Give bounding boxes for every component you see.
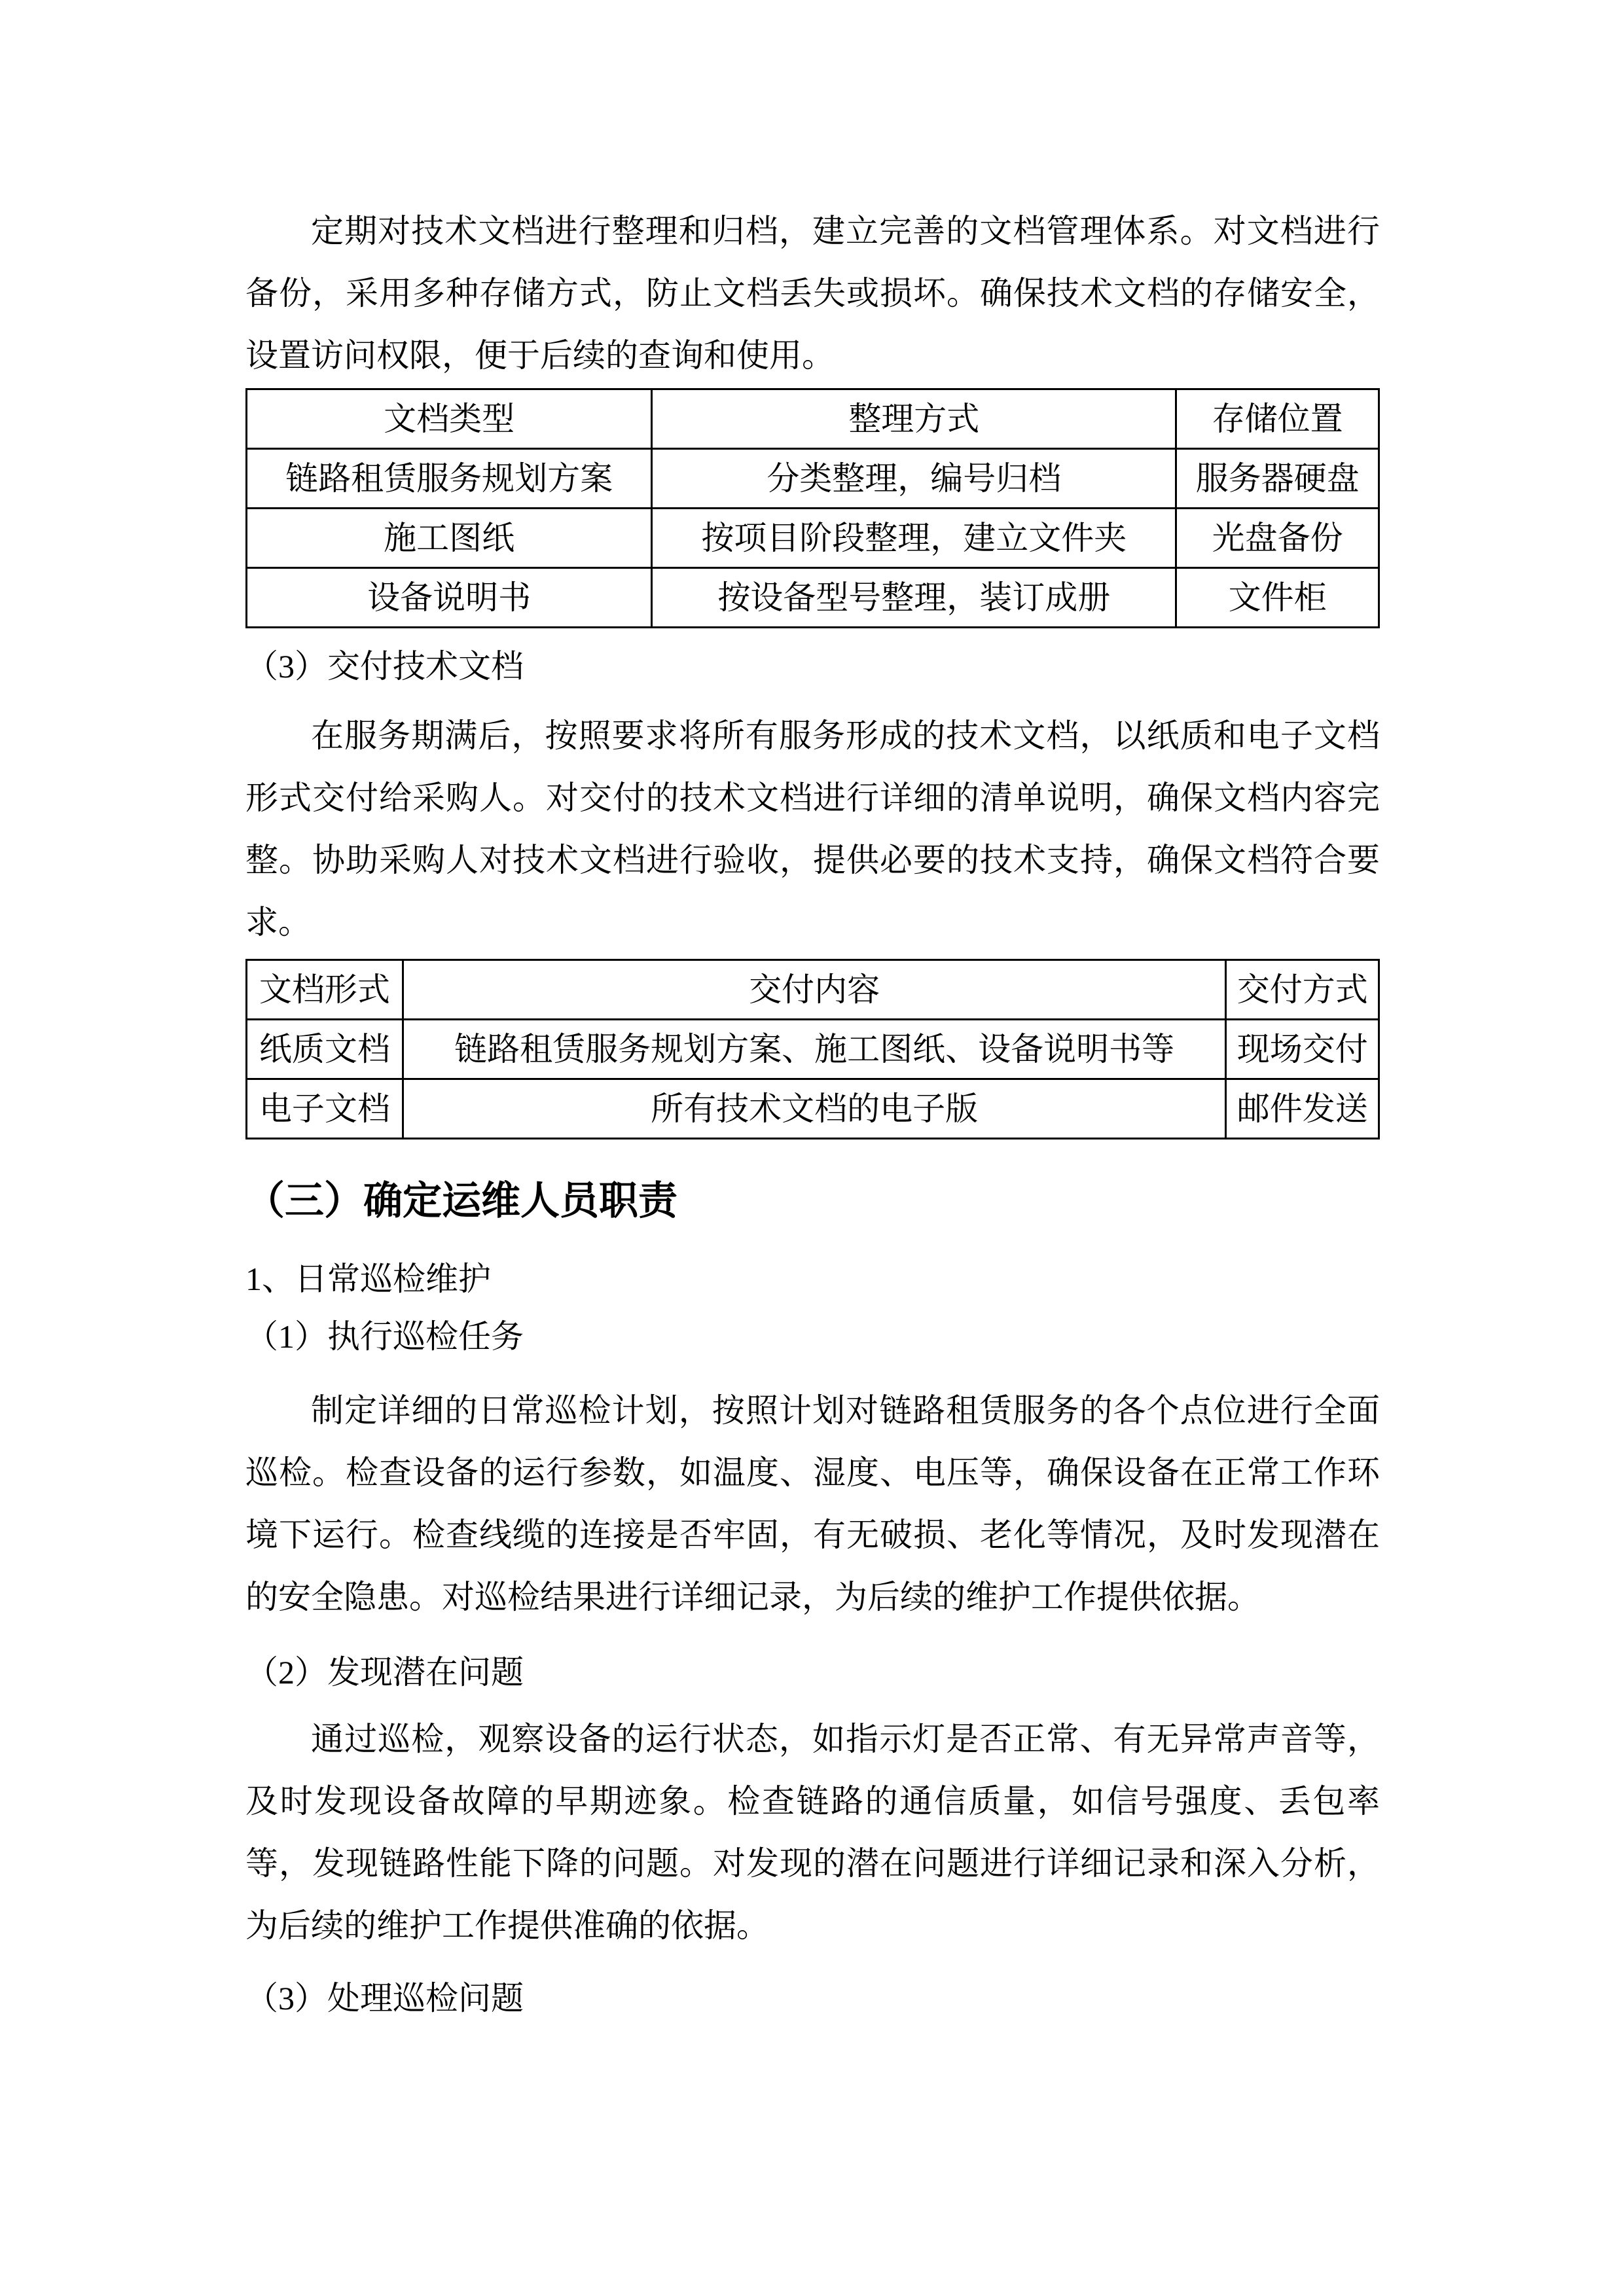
archive-table xyxy=(245,388,1380,628)
paragraph-inspection-plan: 制定详细的日常巡检计划，按照计划对链路租赁服务的各个点位进行全面巡检。检查设备的运行参数，如温度、湿度、电压等，确保设备在正常工作环境下运行。检查线缆的连接是否牢固，有无破损、老化等情况，及时发现潜在的安全隐患。对巡检结果进行详细记录，为后续的维护工作提供依据。 xyxy=(245,1392,1380,1615)
table-header-row xyxy=(247,389,1379,449)
table-cell: 现场交付 xyxy=(1226,1020,1379,1079)
column-header-organize-method: 整理方式 xyxy=(652,389,1176,449)
table-cell: 按项目阶段整理，建立文件夹 xyxy=(652,509,1176,568)
table-cell: 按设备型号整理，装订成册 xyxy=(652,568,1176,628)
paragraph-archive: 定期对技术文档进行整理和归档，建立完善的文档管理体系。对文档进行备份，采用多种存储方式，防止文档丢失或损坏。确保技术文档的存储安全，设置访问权限，便于后续的查询和使用。 xyxy=(245,213,1380,374)
table-cell: 纸质文档 xyxy=(247,1020,403,1079)
table-cell: 设备说明书 xyxy=(247,568,652,628)
heading-execute-inspection-task: （1）执行巡检任务 xyxy=(245,1318,524,1355)
column-header-storage-location: 存储位置 xyxy=(1176,389,1379,449)
table-cell: 文件柜 xyxy=(1176,568,1379,628)
delivery-table xyxy=(245,959,1380,1139)
table-cell: 分类整理，编号归档 xyxy=(652,449,1176,509)
table-cell: 链路租赁服务规划方案 xyxy=(247,449,652,509)
heading-discover-potential-issues: （2）发现潜在问题 xyxy=(245,1654,524,1691)
heading-deliver-docs: （3）交付技术文档 xyxy=(245,648,524,685)
paragraph-delivery: 在服务期满后，按照要求将所有服务形成的技术文档，以纸质和电子文档形式交付给采购人。对交付的技术文档进行详细的清单说明，确保文档内容完整。协助采购人对技术文档进行验收，提供必要的技术支持，确保文档符合要求。 xyxy=(245,717,1380,941)
heading-daily-inspection-maintenance: 1、日常巡检维护 xyxy=(245,1261,491,1297)
column-header-doc-type: 文档类型 xyxy=(247,389,652,449)
table-cell: 所有技术文档的电子版 xyxy=(403,1079,1226,1139)
table-cell: 邮件发送 xyxy=(1226,1079,1379,1139)
table-cell: 光盘备份 xyxy=(1176,509,1379,568)
column-header-delivery-content: 交付内容 xyxy=(403,960,1226,1020)
paragraph-observe-status: 通过巡检，观察设备的运行状态，如指示灯是否正常、有无异常声音等，及时发现设备故障的早期迹象。检查链路的通信质量，如信号强度、丢包率等，发现链路性能下降的问题。对发现的潜在问题进行详细记录和深入分析，为后续的维护工作提供准确的依据。 xyxy=(245,1721,1380,1944)
table-row xyxy=(247,449,1379,509)
table-header-row xyxy=(247,960,1379,1020)
heading-handle-inspection-issues: （3）处理巡检问题 xyxy=(245,1980,524,2017)
table-cell: 服务器硬盘 xyxy=(1176,449,1379,509)
table-row xyxy=(247,1020,1379,1079)
heading-ops-staff-responsibilities: （三）确定运维人员职责 xyxy=(245,1179,677,1223)
table-row xyxy=(247,568,1379,628)
column-header-doc-form: 文档形式 xyxy=(247,960,403,1020)
table-cell: 电子文档 xyxy=(247,1079,403,1139)
table-row xyxy=(247,1079,1379,1139)
table-cell: 施工图纸 xyxy=(247,509,652,568)
table-cell: 链路租赁服务规划方案、施工图纸、设备说明书等 xyxy=(403,1020,1226,1079)
column-header-delivery-method: 交付方式 xyxy=(1226,960,1379,1020)
table-row xyxy=(247,509,1379,568)
